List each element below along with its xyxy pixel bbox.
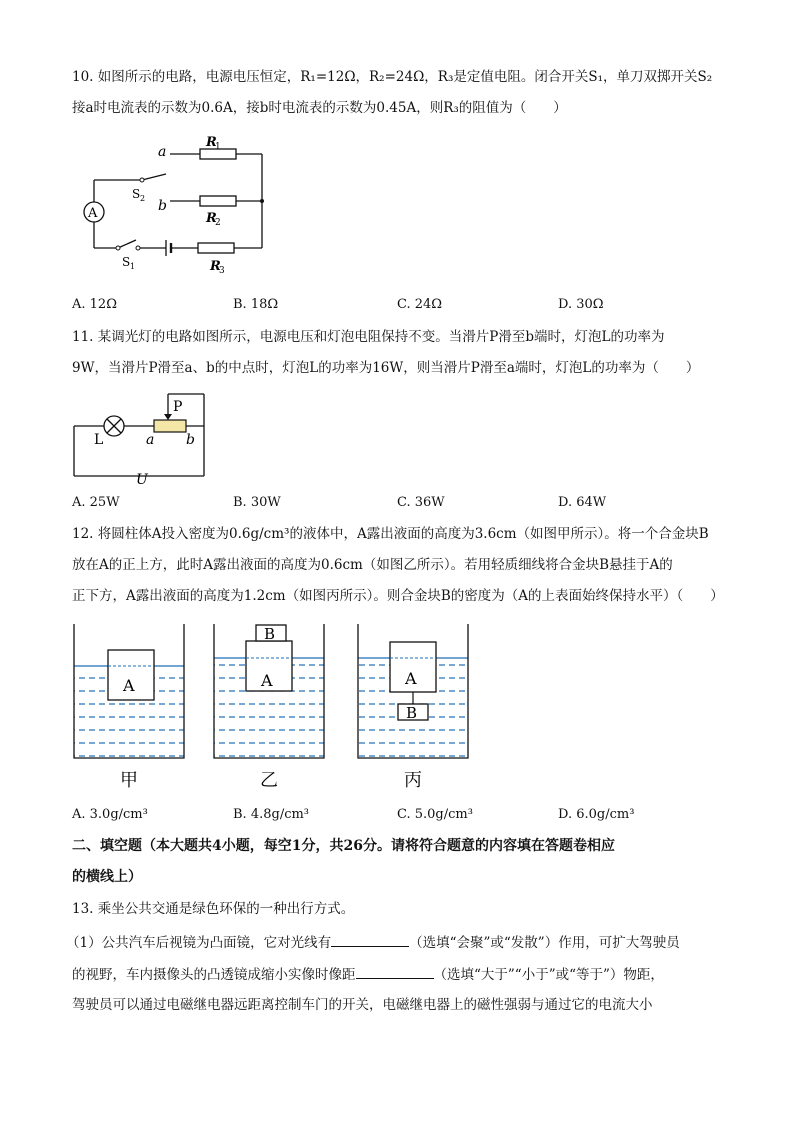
q10-option-a[interactable]: A. 12Ω [72,297,117,312]
q11-option-a[interactable]: A. 25W [72,495,120,510]
q13-part1-line3: 驾驶员可以通过电磁继电器远距离控制车门的开关，电磁继电器上的磁性强弱与通过它的电流大小 [72,997,653,1013]
q10-label-r2-sub: 2 [215,218,221,228]
q10-stem-line2: 接a时电流表的示数为0.6A，接b时电流表的示数为0.45A，则R₃的阻值为（ ） [72,100,567,116]
q12-caption-bing: 丙 [404,770,422,791]
q10-circuit-figure [78,130,278,280]
q13-part1-text-a: （1）公共汽车后视镜为凸面镜，它对光线有 [66,935,332,951]
q12-container-yi [214,624,324,758]
q12-stem-line2: 放在A的正上方，此时A露出液面的高度为0.6cm（如图乙所示）。若用轻质细线将合金块B悬挂于A的 [72,557,673,573]
q12-option-a[interactable]: A. 3.0g/cm³ [72,807,148,822]
q10-option-d[interactable]: D. 30Ω [558,297,604,312]
q12-caption-jia: 甲 [120,770,138,791]
q10-ammeter-label: A [88,206,98,221]
q10-label-s2-sub: 2 [140,194,146,203]
q11-label-p: P [173,399,183,415]
q11-label-u: U [136,472,148,488]
q10-option-c[interactable]: C. 24Ω [397,297,443,312]
q12-bing-block-b: B [406,704,418,722]
q11-label-a: a [146,432,155,448]
q12-stem-line1: 12. 将圆柱体A投入密度为0.6g/cm³的液体中，A露出液面的高度为3.6cm（如图甲所示）。将一个合金块B [72,526,709,542]
q11-stem-line2: 9W，当滑片P滑至a、b的中点时，灯泡L的功率为16W，则当滑片P滑至a端时，灯泡L的功率为（ ） [72,360,700,376]
q10-label-r1-sub: 1 [215,142,221,152]
q11-label-b: b [186,432,195,448]
q12-jia-block-a: A [123,676,135,695]
q10-option-b[interactable]: B. 18Ω [233,297,279,312]
q10-label-r1: R [206,135,217,150]
q11-circuit-figure [68,384,218,488]
q10-label-a: a [158,144,167,160]
section2-heading-line1: 二、填空题（本大题共4小题，每空1分，共26分。请将符合题意的内容填在答题卷相应 [72,838,615,854]
q12-container-bing [358,624,468,758]
q13-part1-text-d: （选填“大于”“小于”或“等于”）物距， [433,967,664,983]
q12-buoyancy-figure [68,620,478,792]
q10-label-s2: S [132,187,141,201]
q13-part1-text-b: （选填“会聚”或“发散”）作用，可扩大驾驶员 [409,935,680,951]
q10-label-s1: S [122,255,131,269]
q10-stem-line1: 10. 如图所示的电路，电源电压恒定，R₁=12Ω，R₂=24Ω，R₃是定值电阻。闭合开关S₁，单刀双掷开关S₂ [72,69,713,85]
q12-container-jia [74,624,184,758]
q10-label-r3: R [210,259,221,274]
q10-label-b: b [158,198,167,214]
q12-option-d[interactable]: D. 6.0g/cm³ [558,807,635,822]
q11-label-l: L [94,432,104,448]
q10-label-r3-sub: 3 [219,266,225,276]
q12-option-b[interactable]: B. 4.8g/cm³ [233,807,310,822]
q13-blank-1[interactable] [331,932,409,947]
q12-yi-block-a: A [261,671,273,690]
q11-option-c[interactable]: C. 36W [397,495,445,510]
q12-stem-line3: 正下方，A露出液面的高度为1.2cm（如图丙所示）。则合金块B的密度为（A的上表面始终保持水平）（ ） [72,588,724,604]
q12-option-c[interactable]: C. 5.0g/cm³ [397,807,473,822]
section2-heading-line2: 的横线上） [72,869,142,885]
q11-option-d[interactable]: D. 64W [558,495,607,510]
q11-option-b[interactable]: B. 30W [233,495,281,510]
q13-part1-text-c: 的视野，车内摄像头的凸透镜成缩小实像时像距 [72,967,356,983]
q13-stem: 13. 乘坐公共交通是绿色环保的一种出行方式。 [72,901,355,917]
q10-label-s1-sub: 1 [130,262,136,271]
q12-yi-block-b: B [264,625,276,643]
q11-stem-line1: 11. 某调光灯的电路如图所示，电源电压和灯泡电阻保持不变。当滑片P滑至b端时，灯泡L的功率为 [72,329,665,345]
q13-blank-2[interactable] [356,964,434,979]
q13-part1-line2 [72,964,664,984]
q12-bing-block-a: A [405,669,417,688]
q10-label-r2: R [206,211,217,226]
q12-caption-yi: 乙 [260,770,278,791]
q13-part1-line1 [66,932,680,952]
